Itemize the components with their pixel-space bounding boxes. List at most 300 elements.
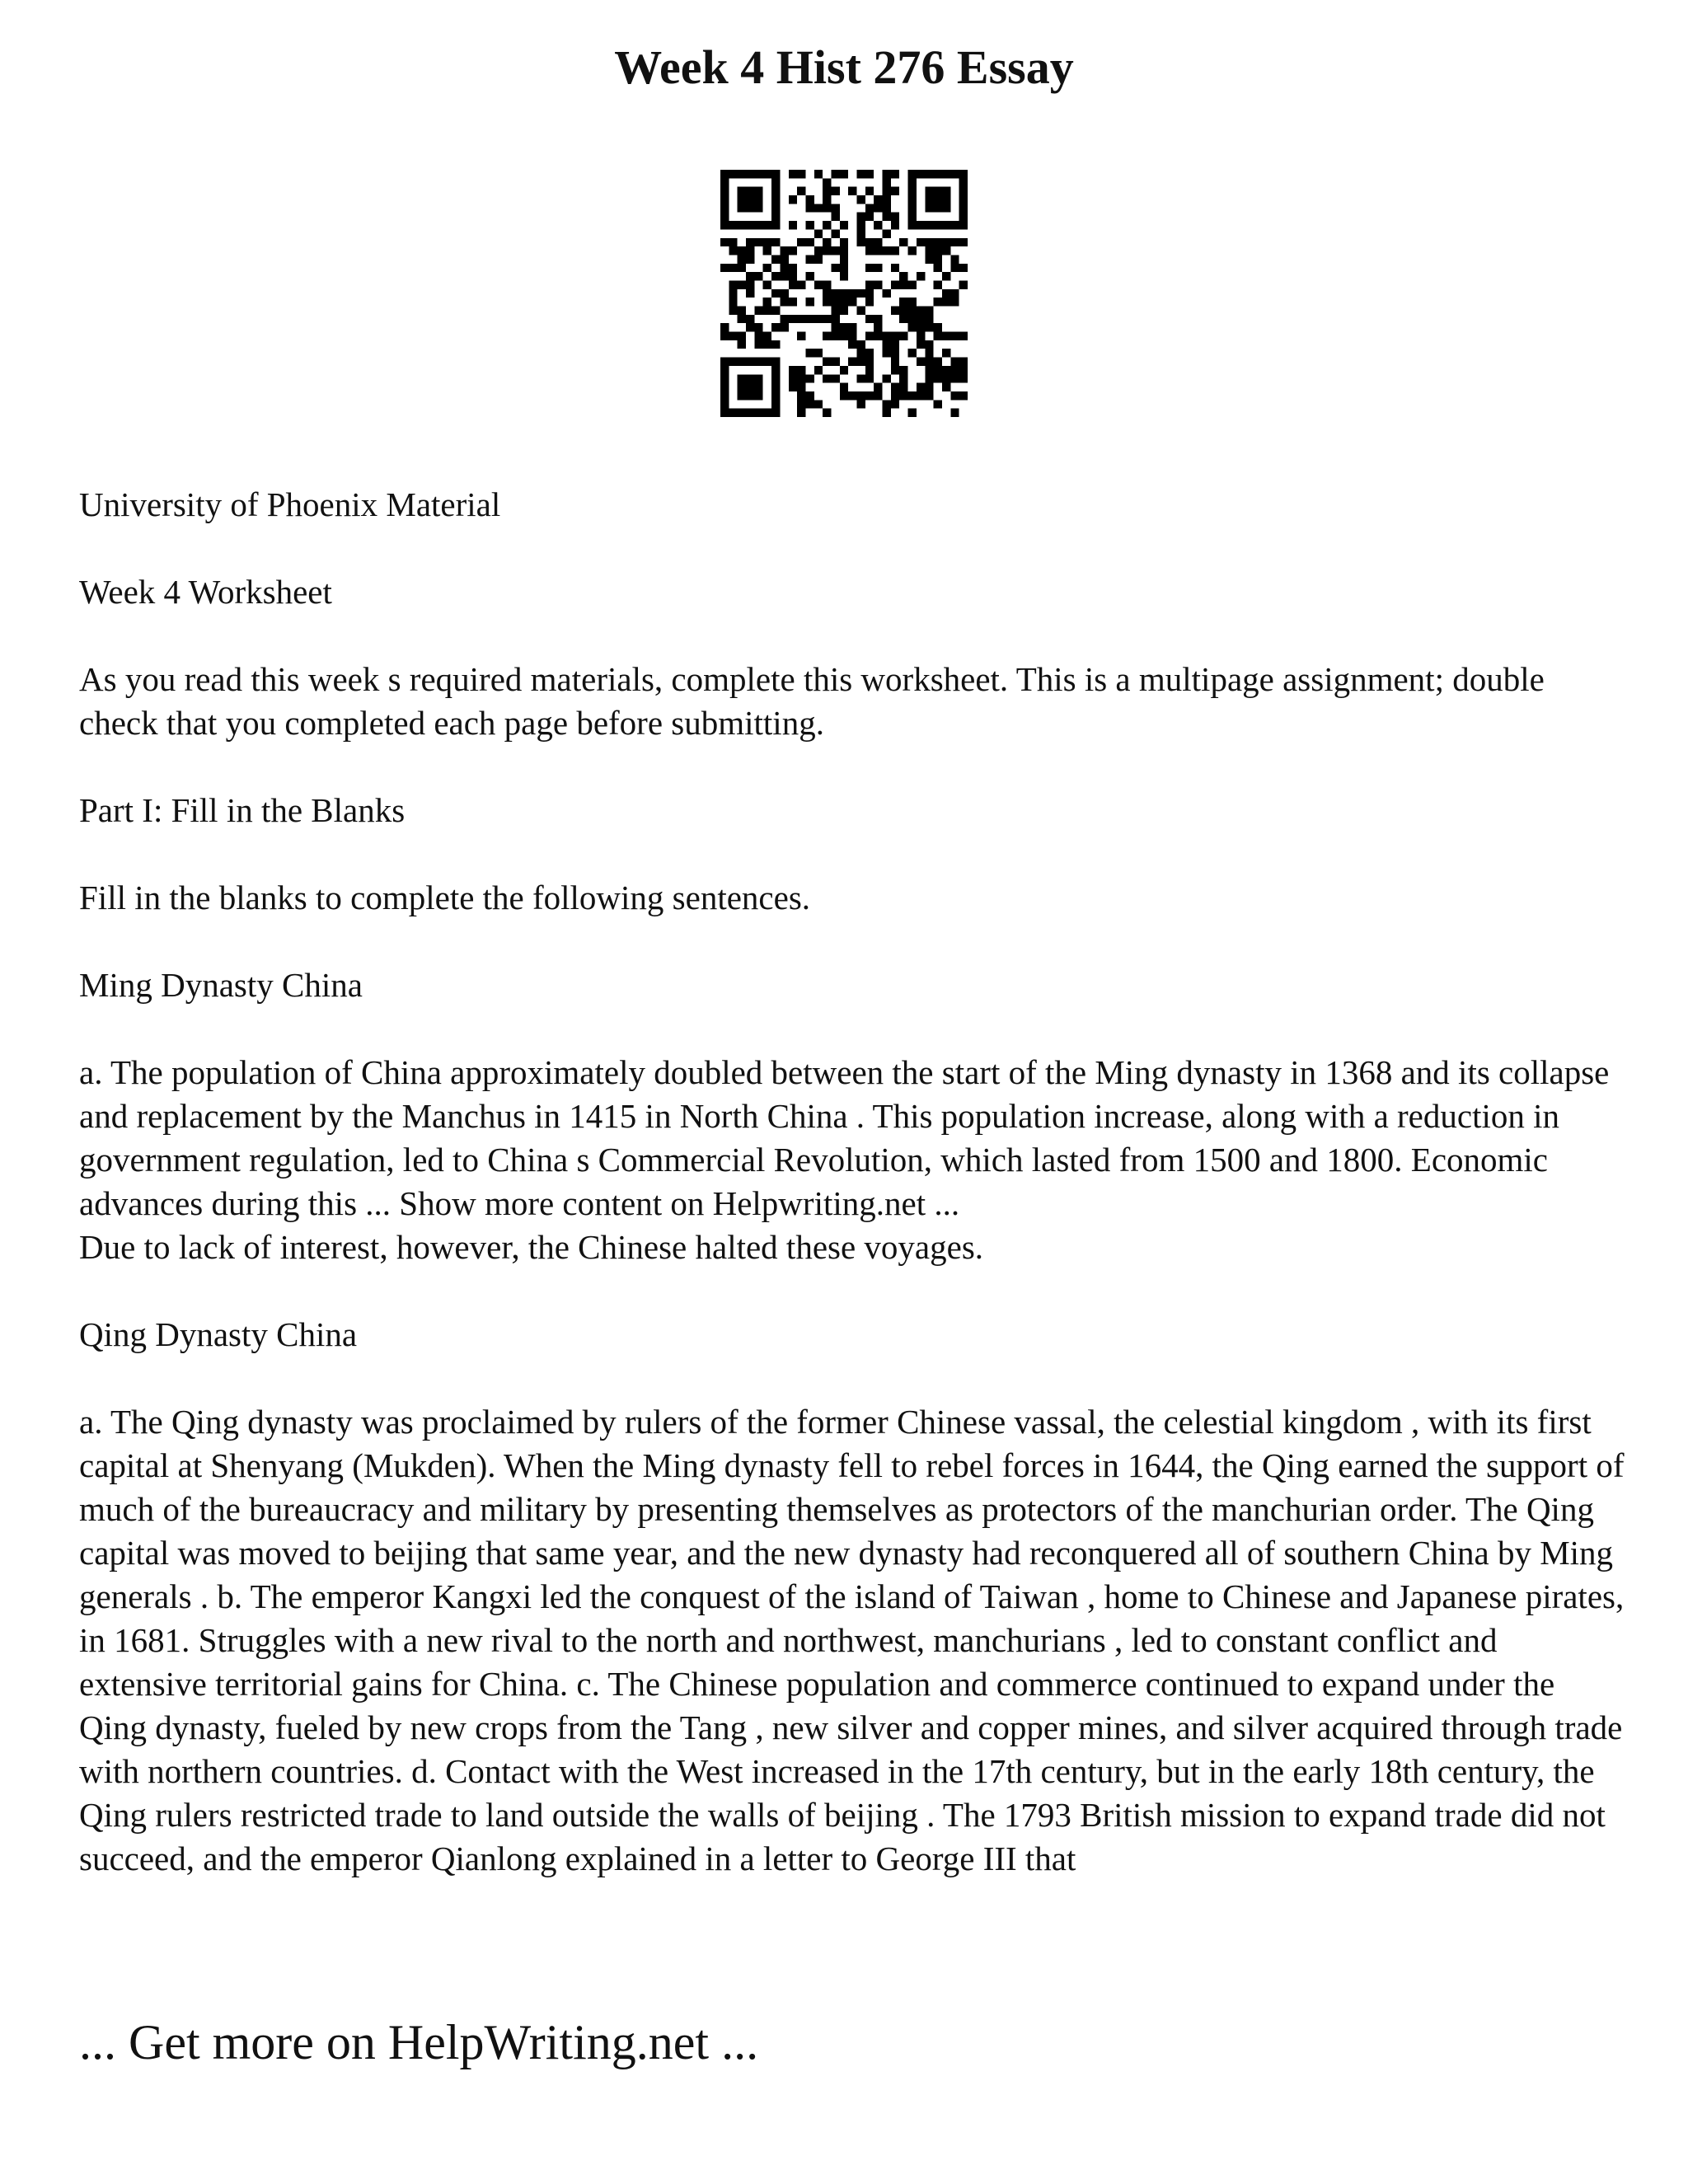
qr-module xyxy=(831,307,839,315)
qr-module xyxy=(899,366,907,374)
qr-module xyxy=(959,213,968,221)
qr-module xyxy=(797,170,805,178)
qr-module xyxy=(917,383,925,391)
qr-module xyxy=(789,170,797,178)
qr-module xyxy=(754,332,762,340)
qr-module xyxy=(814,400,823,408)
qr-module xyxy=(942,238,950,246)
qr-module xyxy=(925,246,933,255)
qr-module xyxy=(959,358,968,366)
qr-module xyxy=(746,383,754,391)
qr-module xyxy=(891,280,899,288)
qr-module xyxy=(729,332,737,340)
qr-module xyxy=(831,264,839,272)
qr-module xyxy=(789,374,797,382)
qr-module xyxy=(831,246,839,255)
qr-module xyxy=(729,298,737,306)
qr-module xyxy=(763,340,771,349)
qr-module xyxy=(823,332,831,340)
qr-module xyxy=(738,374,746,382)
qr-module xyxy=(917,323,925,331)
qr-module xyxy=(823,409,831,417)
qr-module xyxy=(925,170,933,178)
qr-module xyxy=(763,332,771,340)
qr-module xyxy=(848,340,856,349)
qr-module xyxy=(814,204,823,212)
qr-module xyxy=(814,229,823,237)
qr-module xyxy=(823,204,831,212)
qr-module xyxy=(917,358,925,366)
qr-module xyxy=(925,340,933,349)
qr-module xyxy=(942,246,950,255)
qr-module xyxy=(934,323,942,331)
qr-module xyxy=(934,204,942,212)
qr-module xyxy=(934,170,942,178)
qr-module xyxy=(883,178,891,186)
qr-module xyxy=(789,280,797,288)
qr-module xyxy=(925,195,933,204)
qr-module xyxy=(746,221,754,229)
qr-module xyxy=(738,264,746,272)
qr-module xyxy=(840,246,848,255)
qr-module xyxy=(942,204,950,212)
qr-module xyxy=(789,366,797,374)
qr-module xyxy=(771,238,780,246)
qr-module xyxy=(738,221,746,229)
qr-module xyxy=(950,221,959,229)
qr-module xyxy=(908,221,917,229)
qr-module xyxy=(729,358,737,366)
qr-module xyxy=(720,332,729,340)
qr-module xyxy=(797,400,805,408)
qr-module xyxy=(865,332,874,340)
qr-module xyxy=(771,178,780,186)
qr-module xyxy=(729,246,737,255)
qr-module xyxy=(934,358,942,366)
qr-module xyxy=(950,358,959,366)
qr-module xyxy=(874,238,882,246)
qr-module xyxy=(950,238,959,246)
qr-module xyxy=(908,170,917,178)
qr-module xyxy=(720,204,729,212)
qr-module xyxy=(917,340,925,349)
qr-module xyxy=(763,264,771,272)
qr-module xyxy=(720,238,729,246)
qr-module xyxy=(857,289,865,298)
qr-module xyxy=(831,298,839,306)
qr-module xyxy=(823,195,831,204)
qr-module xyxy=(908,213,917,221)
qr-module xyxy=(848,332,856,340)
qr-module xyxy=(763,280,771,288)
qr-module xyxy=(950,409,959,417)
qr-module xyxy=(729,289,737,298)
qr-module xyxy=(942,195,950,204)
qr-module xyxy=(848,298,856,306)
qr-module xyxy=(883,195,891,204)
qr-module xyxy=(942,221,950,229)
qr-module xyxy=(865,349,874,357)
qr-module xyxy=(840,272,848,280)
qr-module xyxy=(720,221,729,229)
qr-module xyxy=(840,238,848,246)
get-more-link[interactable]: ... Get more on HelpWriting.net ... xyxy=(79,2015,759,2069)
qr-module xyxy=(848,323,856,331)
qr-module xyxy=(780,264,788,272)
qr-module xyxy=(908,315,917,323)
qr-module xyxy=(857,229,865,237)
qr-module xyxy=(789,221,797,229)
qr-module xyxy=(840,307,848,315)
qr-module xyxy=(840,289,848,298)
qr-module xyxy=(883,409,891,417)
qr-module xyxy=(831,289,839,298)
qr-module xyxy=(720,187,729,195)
qr-module xyxy=(780,272,788,280)
qr-module xyxy=(771,289,780,298)
qr-module xyxy=(874,204,882,212)
qr-module xyxy=(771,221,780,229)
qr-module xyxy=(899,332,907,340)
qr-code-graphic xyxy=(720,170,968,417)
qr-module xyxy=(959,280,968,288)
qr-module xyxy=(823,221,831,229)
qr-module xyxy=(908,246,917,255)
qr-module xyxy=(908,409,917,417)
qr-module xyxy=(754,409,762,417)
qr-module xyxy=(959,374,968,382)
qr-module xyxy=(720,374,729,382)
qr-module xyxy=(865,238,874,246)
qr-module xyxy=(857,213,865,221)
qr-module xyxy=(754,374,762,382)
qr-module xyxy=(925,374,933,382)
qr-module xyxy=(883,204,891,212)
qr-module xyxy=(771,340,780,349)
qr-module xyxy=(848,391,856,400)
qr-module xyxy=(917,315,925,323)
qr-module xyxy=(789,315,797,323)
qr-module xyxy=(754,272,762,280)
qr-module xyxy=(899,383,907,391)
qr-module xyxy=(797,332,805,340)
qr-module xyxy=(934,400,942,408)
qr-module xyxy=(883,229,891,237)
qr-module xyxy=(823,238,831,246)
qr-module xyxy=(831,358,839,366)
qr-module xyxy=(917,272,925,280)
qr-module xyxy=(720,264,729,272)
qr-module xyxy=(746,195,754,204)
qr-module xyxy=(823,246,831,255)
qr-module xyxy=(823,280,831,288)
qr-module xyxy=(899,307,907,315)
qr-module xyxy=(840,170,848,178)
qr-module xyxy=(950,255,959,263)
qr-module xyxy=(874,246,882,255)
qr-module xyxy=(738,246,746,255)
qr-module xyxy=(934,246,942,255)
qr-module xyxy=(789,246,797,255)
qr-module xyxy=(865,187,874,195)
qr-module xyxy=(720,213,729,221)
qr-module xyxy=(814,280,823,288)
qr-module xyxy=(908,178,917,186)
qr-module xyxy=(942,374,950,382)
qr-module xyxy=(780,323,788,331)
qr-module xyxy=(738,332,746,340)
qr-module xyxy=(857,170,865,178)
qr-module xyxy=(934,221,942,229)
qr-module xyxy=(857,340,865,349)
qr-module xyxy=(823,358,831,366)
qr-module xyxy=(925,204,933,212)
qr-module xyxy=(899,238,907,246)
qr-module xyxy=(814,349,823,357)
qr-module xyxy=(840,366,848,374)
qr-module xyxy=(959,332,968,340)
qr-module xyxy=(805,272,814,280)
qr-module xyxy=(729,280,737,288)
qr-module xyxy=(865,204,874,212)
qr-module xyxy=(908,204,917,212)
qr-module xyxy=(925,383,933,391)
qr-module xyxy=(917,221,925,229)
qr-module xyxy=(754,238,762,246)
qr-module xyxy=(805,204,814,212)
qr-module xyxy=(823,374,831,382)
qr-module xyxy=(891,264,899,272)
qr-module xyxy=(720,323,729,331)
qr-module xyxy=(746,272,754,280)
qr-module xyxy=(883,349,891,357)
qr-module xyxy=(840,298,848,306)
qr-module xyxy=(865,298,874,306)
qr-module xyxy=(738,280,746,288)
qr-module xyxy=(883,246,891,255)
qr-module xyxy=(789,383,797,391)
qr-module xyxy=(771,391,780,400)
qr-module xyxy=(891,340,899,349)
qr-module xyxy=(934,374,942,382)
qr-module xyxy=(738,187,746,195)
qr-module xyxy=(908,195,917,204)
qr-module xyxy=(883,187,891,195)
qr-module xyxy=(805,298,814,306)
qr-module xyxy=(831,213,839,221)
qr-module xyxy=(899,298,907,306)
qr-module xyxy=(738,204,746,212)
qr-module xyxy=(763,170,771,178)
qr-module xyxy=(729,170,737,178)
qr-module xyxy=(883,340,891,349)
qr-module xyxy=(857,374,865,382)
qr-module xyxy=(789,298,797,306)
qr-module xyxy=(789,272,797,280)
qr-module xyxy=(908,307,917,315)
qr-module xyxy=(771,170,780,178)
qr-module xyxy=(805,195,814,204)
qr-module xyxy=(874,280,882,288)
qr-module xyxy=(746,323,754,331)
qr-module xyxy=(942,289,950,298)
qr-module xyxy=(899,391,907,400)
qr-module xyxy=(789,264,797,272)
qr-module xyxy=(840,221,848,229)
qr-module xyxy=(720,358,729,366)
qr-module xyxy=(934,366,942,374)
worksheet-heading: Week 4 Worksheet xyxy=(79,573,332,611)
qr-module xyxy=(805,238,814,246)
qr-module xyxy=(908,323,917,331)
qr-module xyxy=(831,204,839,212)
qr-module xyxy=(874,195,882,204)
qr-module xyxy=(754,221,762,229)
qr-module xyxy=(891,383,899,391)
qr-module xyxy=(891,221,899,229)
qr-module xyxy=(823,315,831,323)
qr-module xyxy=(746,187,754,195)
qr-module xyxy=(771,187,780,195)
qr-module xyxy=(746,315,754,323)
qr-module xyxy=(942,272,950,280)
qr-module xyxy=(959,195,968,204)
qr-module xyxy=(925,323,933,331)
qr-module xyxy=(908,187,917,195)
qr-module xyxy=(840,264,848,272)
qr-module xyxy=(959,170,968,178)
qr-module xyxy=(797,187,805,195)
qr-module xyxy=(831,374,839,382)
qr-module xyxy=(857,195,865,204)
qr-module xyxy=(925,255,933,263)
qr-module xyxy=(950,170,959,178)
qr-module xyxy=(738,307,746,315)
qr-module xyxy=(925,187,933,195)
qr-module xyxy=(925,391,933,400)
qr-module xyxy=(840,255,848,263)
ming-voyages-line: Due to lack of interest, however, the Chinese halted these voyages. xyxy=(79,1228,984,1266)
qr-module xyxy=(891,349,899,357)
qr-module xyxy=(891,400,899,408)
qr-module xyxy=(738,315,746,323)
part-one-heading: Part I: Fill in the Blanks xyxy=(79,791,406,829)
qr-module xyxy=(746,255,754,263)
qr-module xyxy=(754,170,762,178)
qr-module xyxy=(891,246,899,255)
qr-module xyxy=(746,409,754,417)
qr-module xyxy=(840,323,848,331)
qr-module xyxy=(738,409,746,417)
qr-module xyxy=(899,315,907,323)
qr-module xyxy=(865,366,874,374)
qr-module xyxy=(729,264,737,272)
qr-module xyxy=(797,409,805,417)
qr-module xyxy=(823,178,831,186)
qr-module xyxy=(934,298,942,306)
qr-module xyxy=(738,195,746,204)
qr-module xyxy=(883,332,891,340)
qr-module xyxy=(797,391,805,400)
qr-module xyxy=(738,391,746,400)
qr-module xyxy=(925,238,933,246)
qr-module xyxy=(729,221,737,229)
qr-module xyxy=(814,246,823,255)
qr-module xyxy=(848,289,856,298)
qr-module xyxy=(814,366,823,374)
qr-module xyxy=(780,246,788,255)
instructions-paragraph: As you read this week s required materials, complete this worksheet. This is a multipage assignment; double check that you completed each page before submitting. xyxy=(79,660,1545,742)
qr-module xyxy=(763,358,771,366)
qr-module xyxy=(746,374,754,382)
qr-module xyxy=(925,349,933,357)
qr-module xyxy=(797,315,805,323)
qr-module xyxy=(720,170,729,178)
qr-module xyxy=(891,187,899,195)
qr-module xyxy=(754,383,762,391)
qr-module xyxy=(848,187,856,195)
qr-module xyxy=(925,358,933,366)
qr-module xyxy=(934,280,942,288)
qr-module xyxy=(874,315,882,323)
qr-module xyxy=(917,238,925,246)
qr-module xyxy=(754,187,762,195)
qr-module xyxy=(908,298,917,306)
qr-module xyxy=(934,264,942,272)
qr-module xyxy=(738,383,746,391)
qr-module xyxy=(754,358,762,366)
qr-module xyxy=(771,204,780,212)
qr-module xyxy=(934,238,942,246)
qr-module xyxy=(865,315,874,323)
qr-module xyxy=(754,323,762,331)
qr-module xyxy=(865,246,874,255)
qr-module xyxy=(720,391,729,400)
qr-module xyxy=(780,255,788,263)
qr-module xyxy=(763,307,771,315)
qr-module xyxy=(883,374,891,382)
qr-module xyxy=(831,315,839,323)
qr-module xyxy=(746,280,754,288)
qr-module xyxy=(857,307,865,315)
qr-module xyxy=(729,409,737,417)
qr-module xyxy=(763,246,771,255)
qr-module xyxy=(814,255,823,263)
qr-module xyxy=(959,204,968,212)
qr-module xyxy=(831,170,839,178)
qr-module xyxy=(763,298,771,306)
qr-module xyxy=(789,195,797,204)
qr-module xyxy=(720,409,729,417)
qr-module xyxy=(746,391,754,400)
qr-module xyxy=(908,349,917,357)
qr-module xyxy=(891,332,899,340)
qr-module xyxy=(738,255,746,263)
qr-module xyxy=(797,238,805,246)
qr-module xyxy=(959,264,968,272)
qr-module xyxy=(959,178,968,186)
qr-module xyxy=(805,391,814,400)
qr-module xyxy=(831,229,839,237)
qr-module xyxy=(720,366,729,374)
qr-module xyxy=(865,280,874,288)
qr-module xyxy=(857,221,865,229)
qr-module xyxy=(754,307,762,315)
qr-module xyxy=(891,307,899,315)
qr-module xyxy=(891,213,899,221)
qr-module xyxy=(771,213,780,221)
qr-module xyxy=(780,289,788,298)
